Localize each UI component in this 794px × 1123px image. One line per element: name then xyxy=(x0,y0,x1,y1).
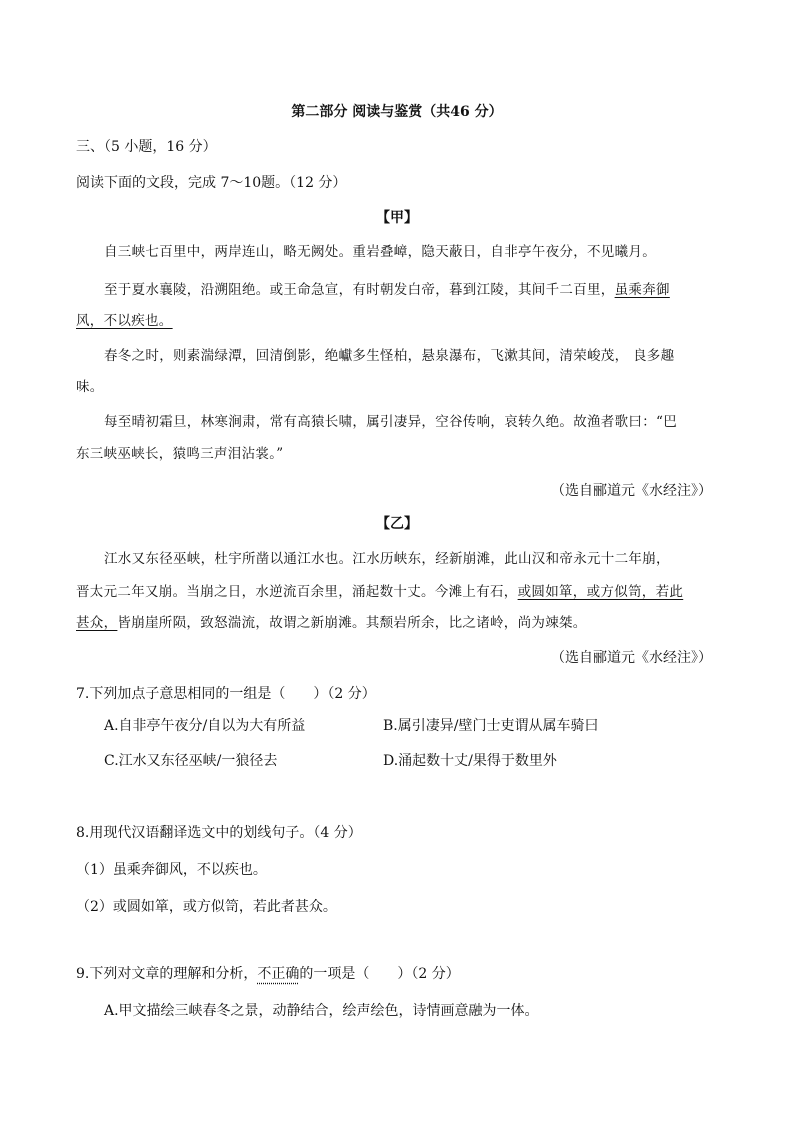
q9-stem-part2: 的一项是（ ）（2 分） xyxy=(299,966,460,982)
jia-paragraph-1: 自三峡七百里中，两岸连山，略无阙处。重岩叠嶂，隐天蔽日，自非亭午夜分，不见曦月。 xyxy=(104,244,656,260)
jia-paragraph-3-line-1: 春冬之时，则素湍绿潭，回清倒影，绝巘多生怪柏，悬泉瀑布，飞漱其间，清荣峻茂， 良多趣 xyxy=(104,348,675,364)
yi-paragraph-line-1: 江水又东径巫峡，杜宇所凿以通江水也。江水历峡东，经新崩滩，此山汉和帝永元十二年崩， xyxy=(104,551,670,567)
jia-p2-text: 至于夏水襄陵，沿溯阻绝。或王命急宣，有时朝发白帝，暮到江陵，其间千二百里， xyxy=(104,282,615,298)
question-8-sentence-2: （2）或圆如箪，或方似笥，若此者甚众。 xyxy=(76,899,337,915)
yi-paragraph-line-3 xyxy=(76,613,587,633)
question-8-sentence-1: （1）虽乘奔御风，不以疾也。 xyxy=(76,862,267,878)
question-7-option-b: B.属引凄异/壁门士吏谓从属车骑曰 xyxy=(383,718,599,734)
yi-line2-text: 晋太元二年又崩。当崩之日，水逆流百余里，涌起数十丈。今滩上有石， xyxy=(76,584,518,600)
q9-emphasized-not-correct: 不正确 xyxy=(257,966,300,982)
question-8-stem: 8.用现代汉语翻译选文中的划线句子。（4 分） xyxy=(76,825,362,841)
jia-paragraph-4-line-1: 每至晴初霜旦，林寒涧肃，常有高猿长啸，属引凄异，空谷传响，哀转久绝。故渔者歌曰：“巴 xyxy=(104,414,677,430)
section-title: 第二部分 阅读与鉴赏（共46 分） xyxy=(291,104,503,120)
q9-stem-part1: 9.下列对文章的理解和分析， xyxy=(76,966,258,982)
jia-underlined-sentence-part1: 虽乘奔御 xyxy=(614,282,670,298)
yi-underlined-sentence-part1: 或圆如箪，或方似笥，若此 xyxy=(517,584,684,600)
passage-yi-label: 【乙】 xyxy=(376,516,418,532)
question-7-option-c: C.江水又东径巫峡/一狼径去 xyxy=(104,753,278,769)
question-7-stem: 7.下列加点子意思相同的一组是（ ）（2 分） xyxy=(76,686,376,702)
yi-line3-text: 皆崩崖所陨，致怒湍流，故谓之新崩滩。其颓岩所余，比之诸岭，尚为竦桀。 xyxy=(117,615,587,631)
jia-paragraph-3-line-2: 味。 xyxy=(76,379,104,395)
reading-instruction: 阅读下面的文段，完成 7～10题。（12 分） xyxy=(76,175,347,191)
passage-jia-label: 【甲】 xyxy=(376,210,418,226)
jia-source: （选自郦道元《水经注》） xyxy=(551,483,712,499)
question-9-option-a: A.甲文描绘三峡春冬之景，动静结合，绘声绘色，诗情画意融为一体。 xyxy=(104,1003,539,1019)
question-7-option-d: D.涌起数十丈/果得于数里外 xyxy=(383,753,557,769)
jia-paragraph-2-line-1 xyxy=(104,280,670,300)
jia-paragraph-4-line-2: 东三峡巫峡长，猿鸣三声泪沾裳。” xyxy=(76,446,284,462)
question-9-stem xyxy=(76,964,460,984)
part3-heading: 三、（5 小题，16 分） xyxy=(76,139,217,155)
yi-paragraph-line-2 xyxy=(76,582,683,602)
yi-underlined-sentence-part2: 甚众， xyxy=(76,615,118,631)
jia-paragraph-2-line-2 xyxy=(76,311,173,331)
jia-underlined-sentence-part2: 风，不以疾也。 xyxy=(76,313,173,329)
question-7-option-a: A.自非亭午夜分/自以为大有所益 xyxy=(104,718,306,734)
yi-source: （选自郦道元《水经注》） xyxy=(551,650,712,666)
